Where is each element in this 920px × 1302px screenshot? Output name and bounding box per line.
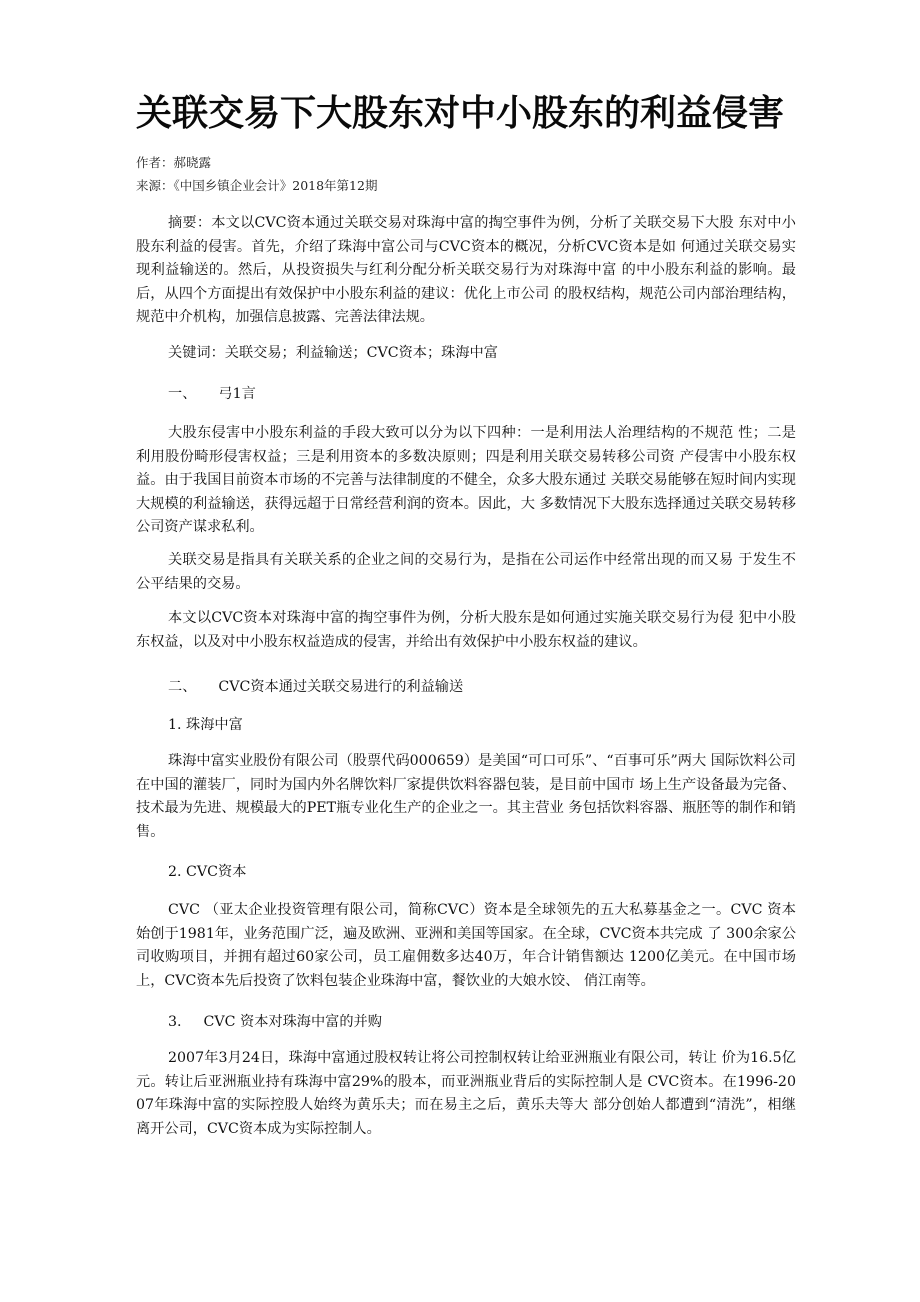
section-heading-transfer: [136, 676, 828, 700]
body-paragraph: 2007年3月24日，珠海中富通过股权转让将公司控制权转让给亚洲瓶业有限公司，转让 价为16.5亿元。转让后亚洲瓶业持有珠海中富29%的股本，而亚洲瓶业背后的实际控制人是 CVC资本。在1996-2007年珠海中富的实际控股人始终为黄乐夫；而在易主之后，黄乐夫等大 部分创始人都遭到“清洗”，相继离开公司，CVC资本成为实际控制人。: [136, 1050, 796, 1137]
subsection-number: 3.: [168, 1014, 182, 1030]
body-paragraph: CVC （亚太企业投资管理有限公司，简称CVC）资本是全球领先的五大私募基金之一。CVC 资本始创于1981年，业务范围广泛，遍及欧洲、亚洲和美国等国家。在全球，CVC资本共完成 了 300余家公司收购项目，并拥有超过60家公司，员工雇佣数多达40万，年合计销售额达 1200亿美元。在中国市场上，CVC资本先后投资了饮料包装企业珠海中富，餐饮业的大娘水饺、 俏江南等。: [136, 902, 796, 989]
section-number: 二、: [168, 679, 197, 695]
body-paragraph: 本文以CVC资本对珠海中富的掏空事件为例，分析大股东是如何通过实施关联交易行为侵 犯中小股东权益，以及对中小股东权益造成的侵害，并给出有效保护中小股东权益的建议。: [136, 610, 796, 650]
keywords-line: 关键词：关联交易；利益输送；CVC资本；珠海中富: [168, 345, 498, 361]
section-title: 弓1言: [218, 386, 256, 402]
subsection-heading-acquisition: [136, 1011, 828, 1035]
section-heading-intro: [136, 383, 828, 407]
abstract-paragraph: 摘要：本文以CVC资本通过关联交易对珠海中富的掏空事件为例，分析了关联交易下大股 东对中小股东利益的侵害。首先，介绍了珠海中富公司与CVC资本的概况，分析CVC资本是如 何通过关联交易实现利益输送的。然后，从投资损失与红利分配分析关联交易行为对珠海中富 的中小股东利益的影响。最后，从四个方面提出有效保护中小股东利益的建议：优化上市公司 的股权结构，规范公司内部治理结构，规范中介机构，加强信息披露、完善法律法规。: [136, 215, 796, 326]
section-number: 一、: [168, 386, 197, 402]
section-title: CVC资本通过关联交易进行的利益输送: [218, 679, 464, 695]
body-paragraph: 珠海中富实业股份有限公司（股票代码000659）是美国“可口可乐”、“百事可乐”两大 国际饮料公司在中国的灌装厂，同时为国内外名牌饮料厂家提供饮料容器包装，是目前中国市 场上生产设备最为完备、技术最为先进、规模最大的PET瓶专业化生产的企业之一。其主营业 务包括饮料容器、瓶胚等的制作和销售。: [136, 753, 796, 840]
author-line: 作者：郝晓露: [136, 155, 212, 170]
subsection-title: CVC 资本对珠海中富的并购: [203, 1014, 382, 1030]
subsection-heading: 1. 珠海中富: [168, 717, 243, 733]
subsection-heading: 2. CVC资本: [168, 864, 247, 880]
article-title: 关联交易下大股东对中小股东的利益侵害: [136, 92, 785, 134]
body-paragraph: 大股东侵害中小股东利益的手段大致可以分为以下四种：一是利用法人治理结构的不规范 性；二是利用股份畸形侵害权益；三是利用资本的多数决原则；四是利用关联交易转移公司资 产侵害中小股东权益。由于我国目前资本市场的不完善与法律制度的不健全，众多大股东通过 关联交易能够在短时间内实现大规模的利益输送，获得远超于日常经营利润的资本。因此，大 多数情况下大股东选择通过关联交易转移公司资产谋求私利。: [136, 425, 796, 536]
source-line: 来源：《中国乡镇企业会计》2018年第12期: [136, 178, 378, 193]
body-paragraph: 关联交易是指具有关联关系的企业之间的交易行为，是指在公司运作中经常出现的而又易 于发生不公平结果的交易。: [136, 552, 796, 592]
